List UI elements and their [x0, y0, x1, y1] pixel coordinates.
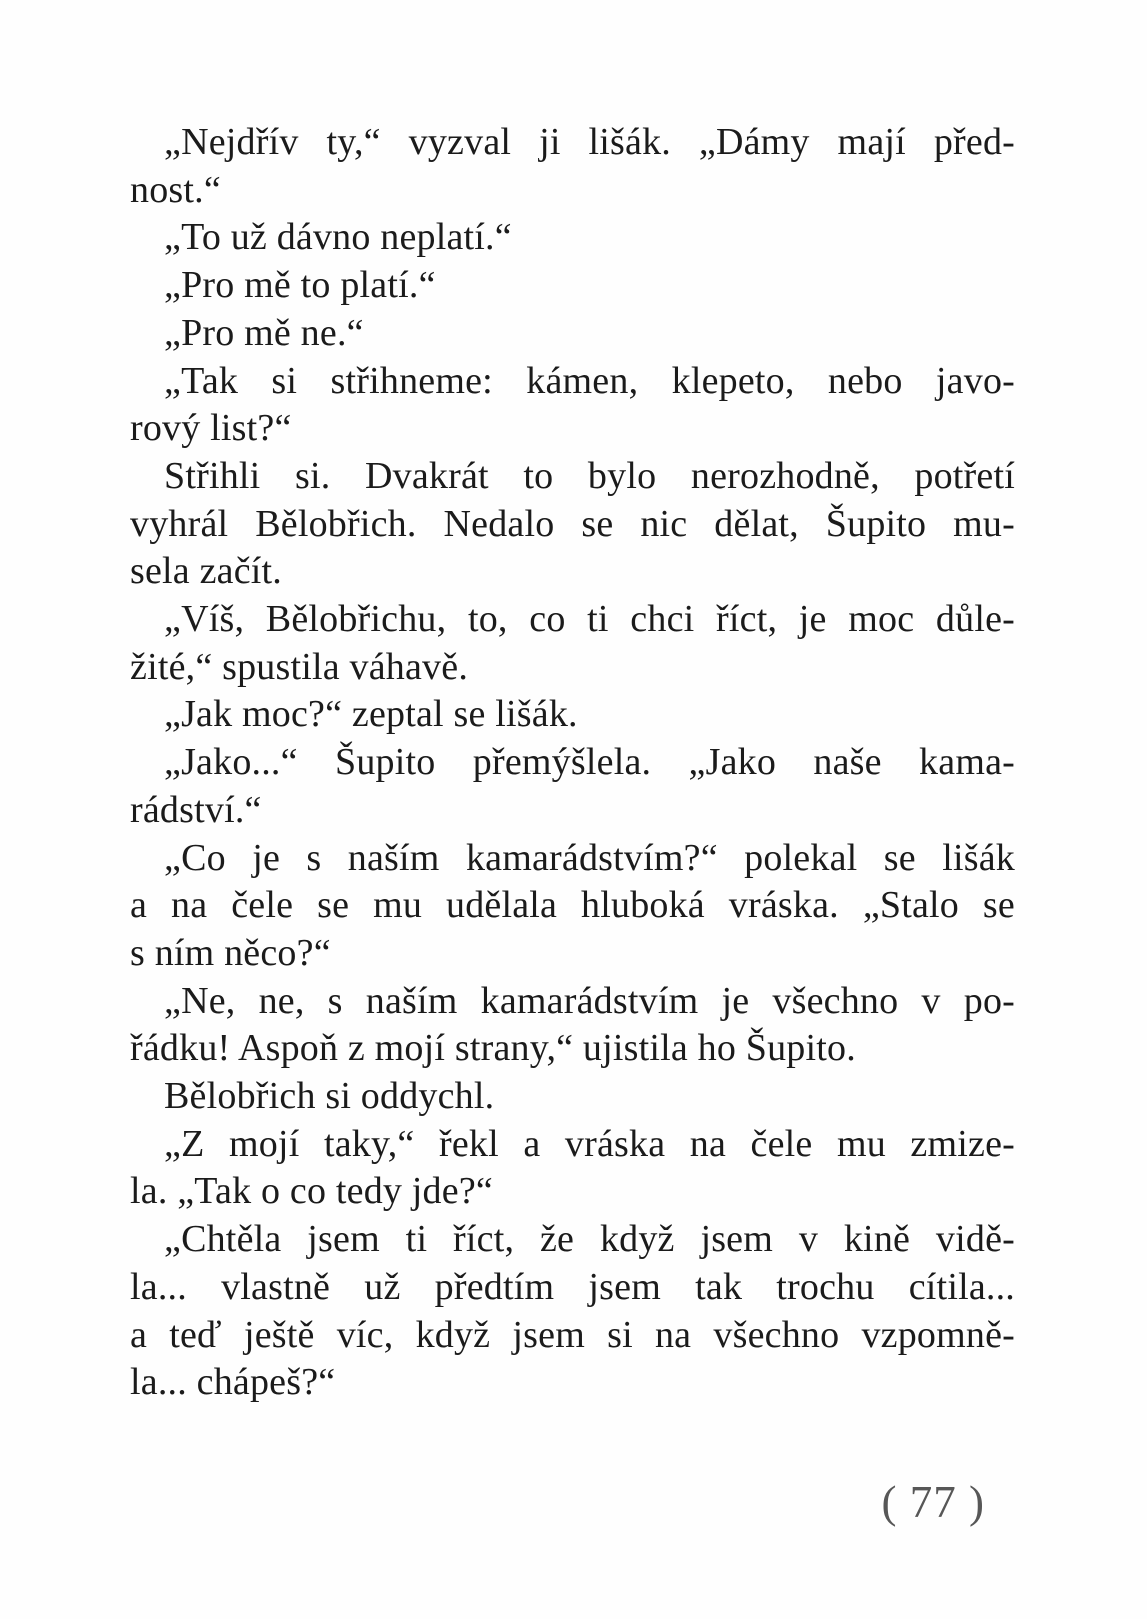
paragraph: [130, 262, 1015, 310]
text-line: „Nejdřív ty,“ vyzval ji lišák. „Dámy mají před-: [164, 121, 1015, 163]
text-line: „Ne, ne, s naším kamarádstvím je všechno v po-: [164, 979, 1015, 1022]
text-line: rový list?“: [130, 407, 292, 450]
text-line: la. „Tak o co tedy jde?“: [130, 1170, 493, 1213]
paragraph: [130, 739, 1015, 834]
text-line: „Pro mě to platí.“: [164, 264, 436, 307]
text-line: „Jako...“ Šupito přemýšlela. „Jako naše kama-: [164, 741, 1015, 784]
paragraph: [130, 1121, 1015, 1216]
paragraph: [130, 214, 1015, 262]
paragraph: [130, 596, 1015, 691]
text-line: Střihli si. Dvakrát to bylo nerozhodně, potřetí: [164, 454, 1015, 497]
body-text: [130, 119, 1015, 1407]
paragraph: [130, 358, 1015, 453]
text-line: „Tak si střihneme: kámen, klepeto, nebo javo-: [164, 359, 1015, 402]
text-line: nost.“: [130, 168, 221, 211]
paragraph: [130, 119, 1015, 214]
text-line: „Z mojí taky,“ řekl a vráska na čele mu zmize-: [164, 1122, 1015, 1165]
text-line: sela začít.: [130, 550, 282, 593]
text-line: „Víš, Bělobřichu, to, co ti chci říct, je moc důle-: [164, 598, 1015, 641]
text-line: „Co je s naším kamarádstvím?“ polekal se lišák: [164, 836, 1015, 879]
text-line: řádku! Aspoň z mojí strany,“ ujistila ho Šupito.: [130, 1027, 856, 1070]
paragraph: [130, 691, 1015, 739]
text-line: la... chápeš?“: [130, 1361, 336, 1404]
text-line: „Chtěla jsem ti říct, že když jsem v kině vidě-: [164, 1218, 1015, 1261]
text-line: la... vlastně už předtím jsem tak trochu cítila...: [130, 1265, 1015, 1308]
text-line: vyhrál Bělobřich. Nedalo se nic dělat, Šupito mu-: [130, 502, 1015, 545]
paragraph: [130, 1216, 1015, 1407]
text-line: „Jak moc?“ zeptal se lišák.: [164, 693, 578, 736]
paragraph: [130, 978, 1015, 1073]
text-line: Bělobřich si oddychl.: [164, 1075, 495, 1118]
paragraph: [130, 310, 1015, 358]
text-line: s ním něco?“: [130, 931, 331, 974]
paragraph: [130, 453, 1015, 596]
text-line: žité,“ spustila váhavě.: [130, 645, 469, 688]
text-line: a na čele se mu udělala hluboká vráska. „Stalo se: [130, 884, 1015, 927]
text-line: „Pro mě ne.“: [164, 311, 364, 354]
page-number: ( 77 ): [881, 1477, 985, 1527]
text-line: a teď ještě víc, když jsem si na všechno vzpomně-: [130, 1313, 1015, 1356]
text-line: „To už dávno neplatí.“: [164, 216, 512, 259]
text-line: rádství.“: [130, 788, 262, 831]
paragraph: [130, 835, 1015, 978]
paragraph: [130, 1073, 1015, 1121]
